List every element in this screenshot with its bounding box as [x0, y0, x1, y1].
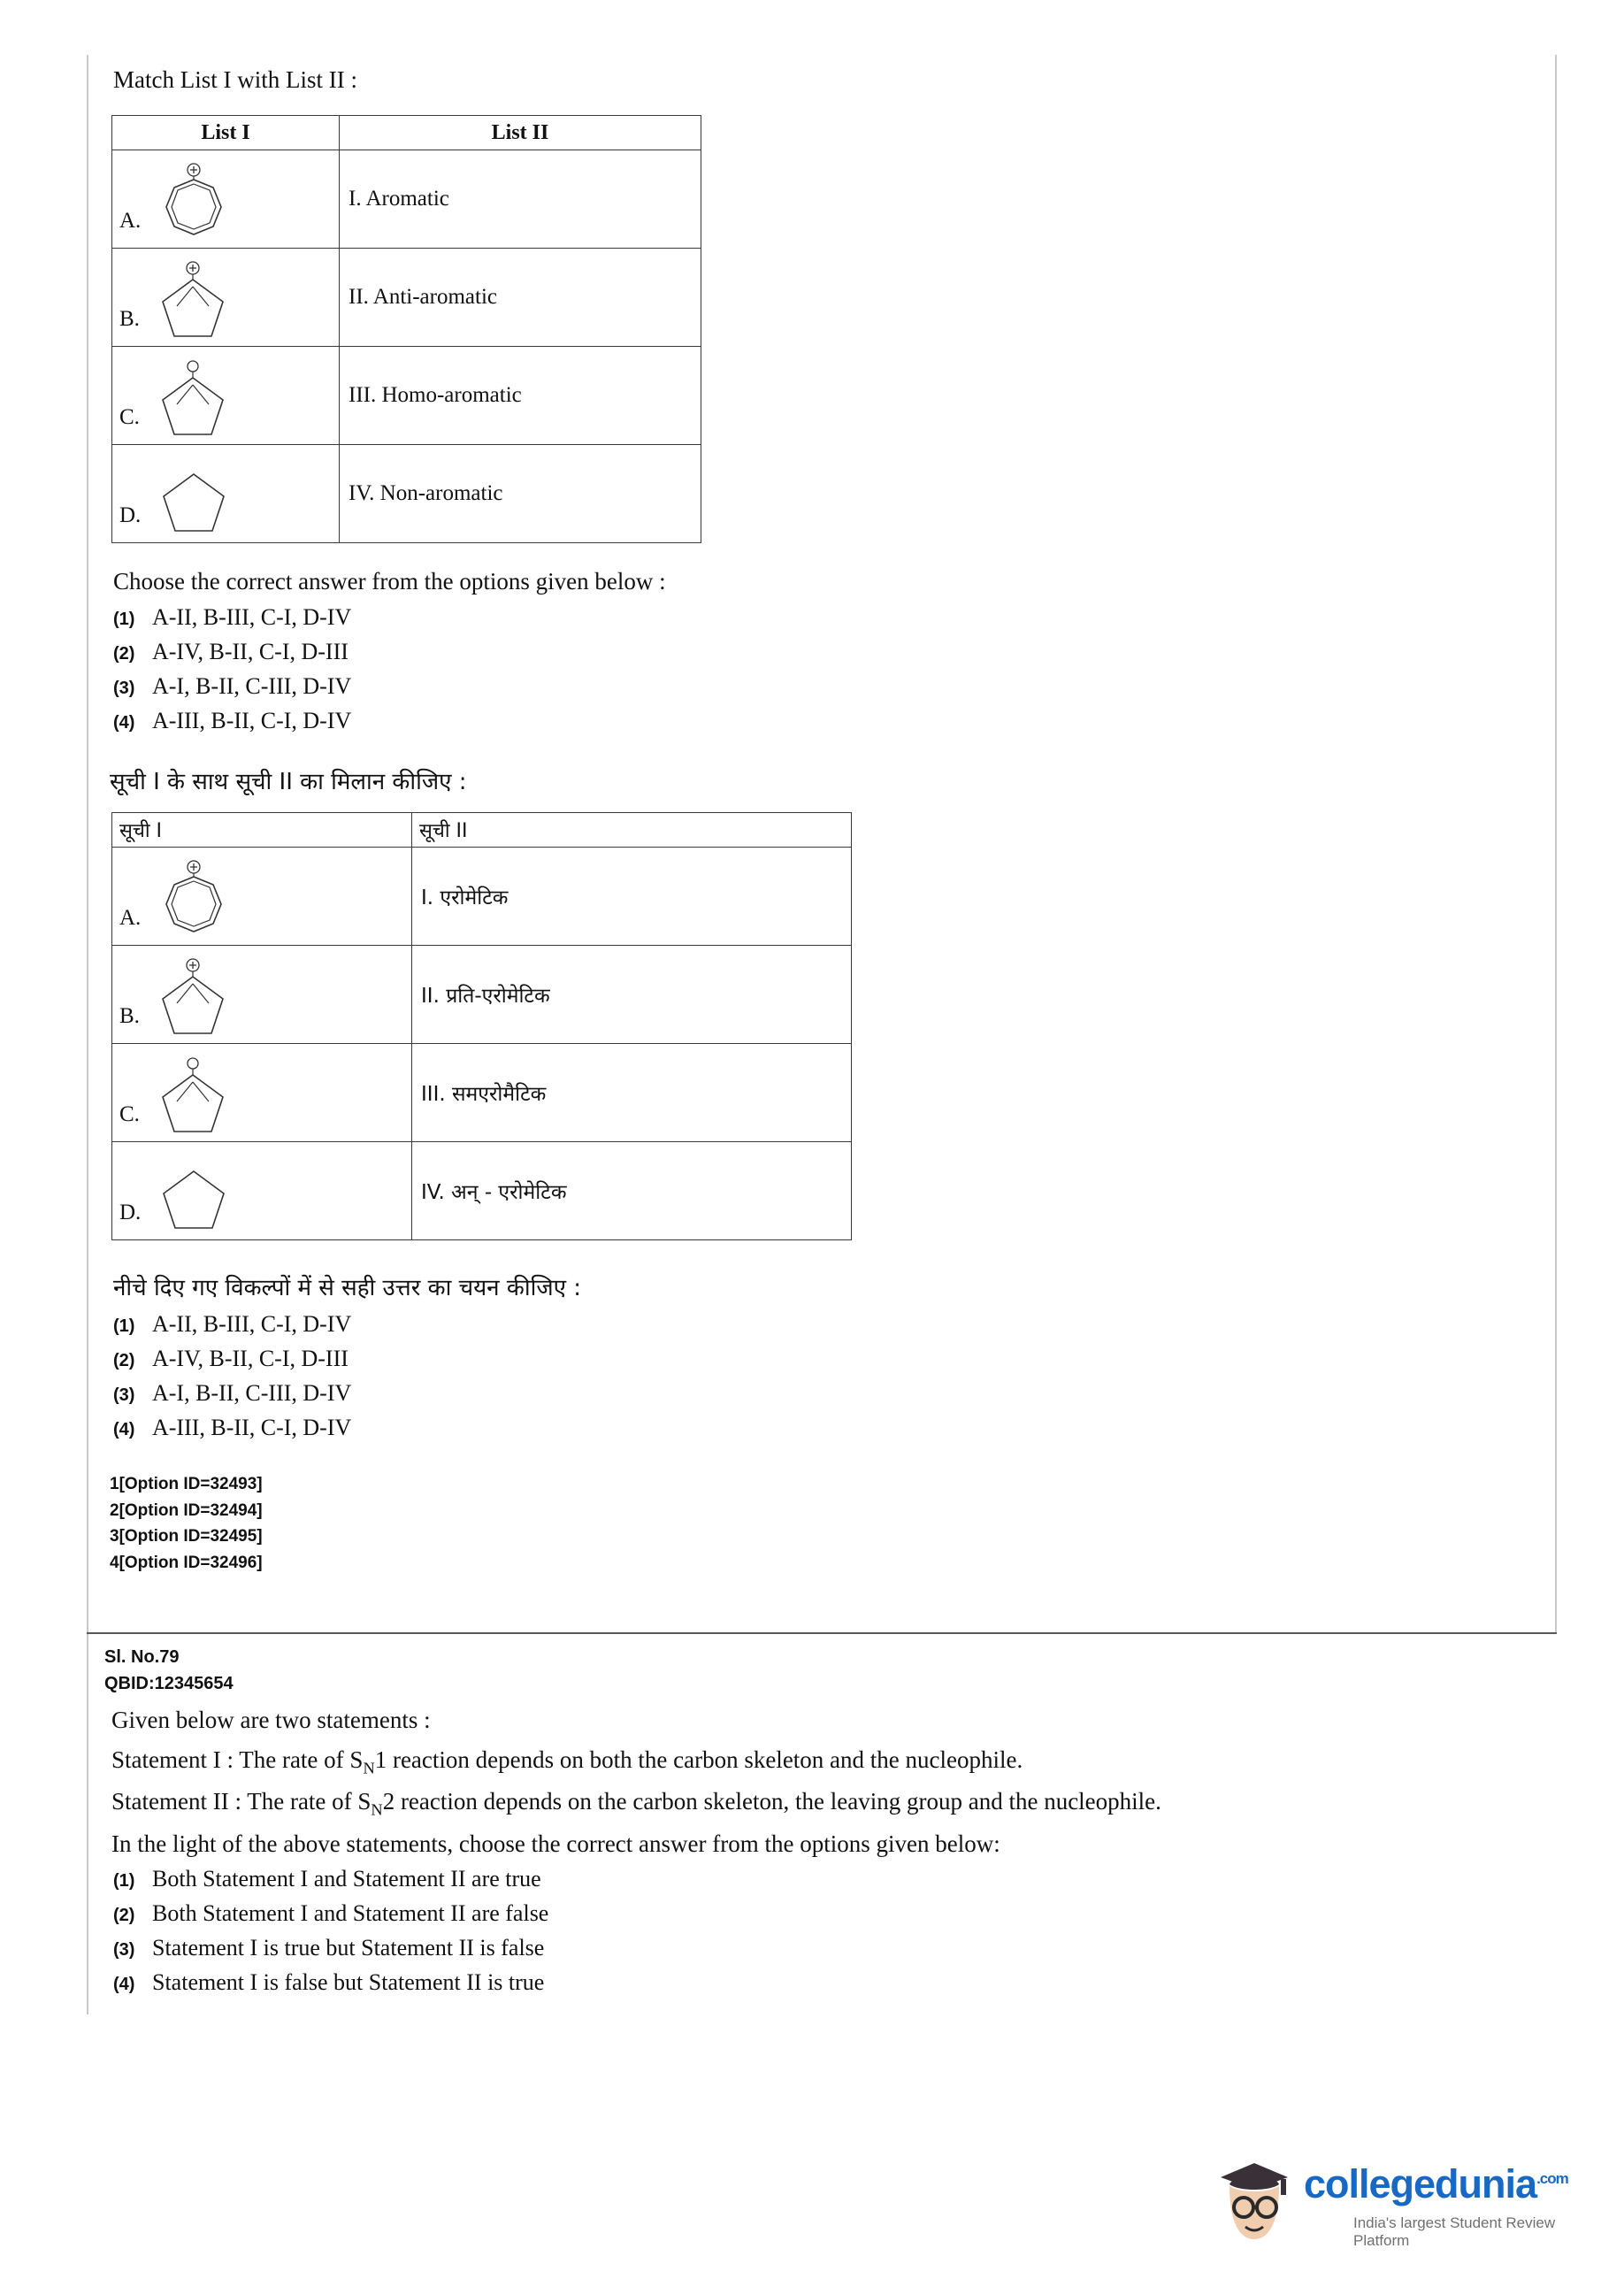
- table-row: [112, 946, 852, 1044]
- english-match-table: [111, 115, 701, 543]
- question-79-options-list: [113, 1866, 1537, 1996]
- option-item[interactable]: [113, 1935, 1537, 1961]
- option-number: (3): [113, 1939, 135, 1960]
- question-intro: Given below are two statements :: [111, 1707, 431, 1733]
- option-number: (1): [113, 610, 135, 630]
- option-number: (2): [113, 644, 135, 664]
- statement-one-prefix: Statement I : The rate of S: [111, 1746, 364, 1773]
- option-number: (4): [113, 1420, 135, 1440]
- table-row: [112, 1044, 852, 1142]
- option-number: (3): [113, 679, 135, 699]
- row-letter: B.: [119, 307, 140, 332]
- cyclopentadienyl-radical-icon: [145, 1047, 241, 1139]
- row-letter: A.: [119, 209, 142, 234]
- statement-two: [111, 1784, 1537, 1822]
- option-item[interactable]: [113, 1866, 1537, 1892]
- option-number: (3): [113, 1385, 135, 1406]
- column-header-suchi-i: सूची I: [112, 813, 412, 848]
- question-79-block: [104, 1644, 1537, 2004]
- option-label: Statement I is true but Statement II is false: [152, 1934, 545, 1961]
- option-id: 2[Option ID=32494]: [110, 1500, 263, 1520]
- statement-two-prefix: Statement II : The rate of S: [111, 1788, 372, 1815]
- brand-text: collegedunia: [1304, 2161, 1537, 2206]
- cyclooctatetraenyl-cation-icon: [146, 153, 241, 245]
- column-header-suchi-ii: सूची II: [412, 813, 852, 848]
- table-row: [112, 848, 852, 946]
- option-label: A-I, B-II, C-III, D-IV: [152, 673, 352, 700]
- table-row: [112, 1142, 852, 1240]
- column-header-list-ii: List II: [340, 116, 701, 150]
- brand-tagline: India's largest Student Review Platform: [1353, 2214, 1556, 2249]
- option-id: 1[Option ID=32493]: [110, 1475, 263, 1494]
- option-label: A-II, B-III, C-I, D-IV: [152, 604, 352, 631]
- option-label: Both Statement I and Statement II are true: [152, 1865, 541, 1891]
- cyclopentadienyl-radical-icon: [145, 349, 241, 441]
- row-letter: B.: [119, 1004, 140, 1029]
- row-letter: C.: [119, 1102, 140, 1127]
- hindi-lead-text: सूची I के साथ सूची II का मिलान कीजिए :: [110, 769, 467, 796]
- option-label: A-IV, B-II, C-I, D-III: [152, 1346, 349, 1372]
- row-letter: C.: [119, 405, 140, 430]
- option-item[interactable]: [113, 1969, 1537, 1996]
- cyclopentane-icon: [146, 1145, 241, 1237]
- option-number: (2): [113, 1905, 135, 1925]
- option-item[interactable]: [113, 708, 1537, 734]
- hindi-choose-prompt: नीचे दिए गए विकल्पों में से सही उत्तर का चयन कीजिए :: [113, 1275, 582, 1302]
- option-item[interactable]: [113, 1311, 1537, 1338]
- option-number: (4): [113, 713, 135, 733]
- list-ii-item: I. एरोमेटिक: [421, 886, 509, 910]
- english-choose-prompt: Choose the correct answer from the options given below :: [113, 568, 666, 595]
- list-ii-item: I. Aromatic: [349, 187, 449, 211]
- english-lead-text: Match List I with List II :: [113, 66, 357, 93]
- cyclopentadienyl-cation-icon: [145, 251, 241, 343]
- option-label: A-III, B-II, C-I, D-IV: [152, 708, 352, 734]
- list-ii-item: III. Homo-aromatic: [349, 383, 522, 408]
- right-margin-rule: [1555, 55, 1557, 1634]
- hindi-options-list: [113, 1311, 1537, 1441]
- graduate-face-icon: [1212, 2154, 1297, 2246]
- row-letter: A.: [119, 906, 142, 931]
- list-ii-item: IV. Non-aromatic: [349, 481, 503, 506]
- option-label: Statement I is false but Statement II is true: [152, 1968, 545, 1995]
- option-label: A-II, B-III, C-I, D-IV: [152, 1311, 352, 1338]
- table-row: [112, 249, 701, 347]
- option-label: A-III, B-II, C-I, D-IV: [152, 1415, 352, 1441]
- statement-one: [111, 1742, 1537, 1781]
- table-row: [112, 347, 701, 445]
- option-number: (1): [113, 1870, 135, 1891]
- table-header-row: [112, 116, 701, 150]
- row-letter: D.: [119, 1201, 142, 1225]
- left-margin-rule: [87, 55, 88, 2014]
- table-header-row: [112, 813, 852, 848]
- question-meta: [104, 1644, 1537, 1697]
- option-id: 4[Option ID=32496]: [110, 1553, 263, 1572]
- option-id-list: [110, 1471, 1537, 1576]
- english-options-list: [113, 604, 1537, 734]
- option-label: A-I, B-II, C-III, D-IV: [152, 1380, 352, 1407]
- statement-two-subscript: N: [371, 1800, 383, 1819]
- table-row: [112, 445, 701, 543]
- brand-domain-suffix: .com: [1536, 2170, 1568, 2187]
- question-separator-rule: [87, 1632, 1557, 1634]
- table-row: [112, 150, 701, 249]
- option-label: Both Statement I and Statement II are false: [152, 1899, 549, 1926]
- brand-name: [1304, 2161, 1568, 2207]
- option-item[interactable]: [113, 1900, 1537, 1927]
- list-ii-item: IV. अन् - एरोमेटिक: [421, 1181, 567, 1205]
- statement-two-suffix: 2 reaction depends on the carbon skeleton, the leaving group and the nucleophile.: [382, 1788, 1161, 1815]
- option-item[interactable]: [113, 604, 1537, 631]
- option-item[interactable]: [113, 1415, 1537, 1441]
- collegedunia-watermark: [1212, 2145, 1583, 2260]
- option-item[interactable]: [113, 639, 1537, 665]
- column-header-list-i: List I: [112, 116, 340, 150]
- option-id: 3[Option ID=32495]: [110, 1527, 263, 1546]
- question-prompt: In the light of the above statements, choose the correct answer from the options given below:: [111, 1830, 1000, 1858]
- question-content: [104, 64, 1537, 1576]
- hindi-match-table: [111, 812, 852, 1240]
- list-ii-item: II. प्रति-एरोमेटिक: [421, 985, 550, 1009]
- serial-number: Sl. No.79: [104, 1647, 180, 1667]
- option-number: (4): [113, 1974, 135, 1994]
- option-item[interactable]: [113, 673, 1537, 700]
- statement-one-suffix: 1 reaction depends on both the carbon skeleton and the nucleophile.: [374, 1746, 1023, 1773]
- cyclopentadienyl-cation-icon: [145, 948, 241, 1040]
- option-item[interactable]: [113, 1346, 1537, 1372]
- option-number: (1): [113, 1316, 135, 1337]
- statement-one-subscript: N: [363, 1758, 375, 1776]
- cyclopentane-icon: [146, 448, 241, 540]
- qbid: QBID:12345654: [104, 1674, 234, 1693]
- list-ii-item: III. समएरोमैटिक: [421, 1083, 547, 1107]
- row-letter: D.: [119, 503, 142, 528]
- option-item[interactable]: [113, 1380, 1537, 1407]
- option-label: A-IV, B-II, C-I, D-III: [152, 639, 349, 665]
- cyclooctatetraenyl-cation-icon: [146, 850, 241, 942]
- option-number: (2): [113, 1351, 135, 1371]
- list-ii-item: II. Anti-aromatic: [349, 285, 497, 310]
